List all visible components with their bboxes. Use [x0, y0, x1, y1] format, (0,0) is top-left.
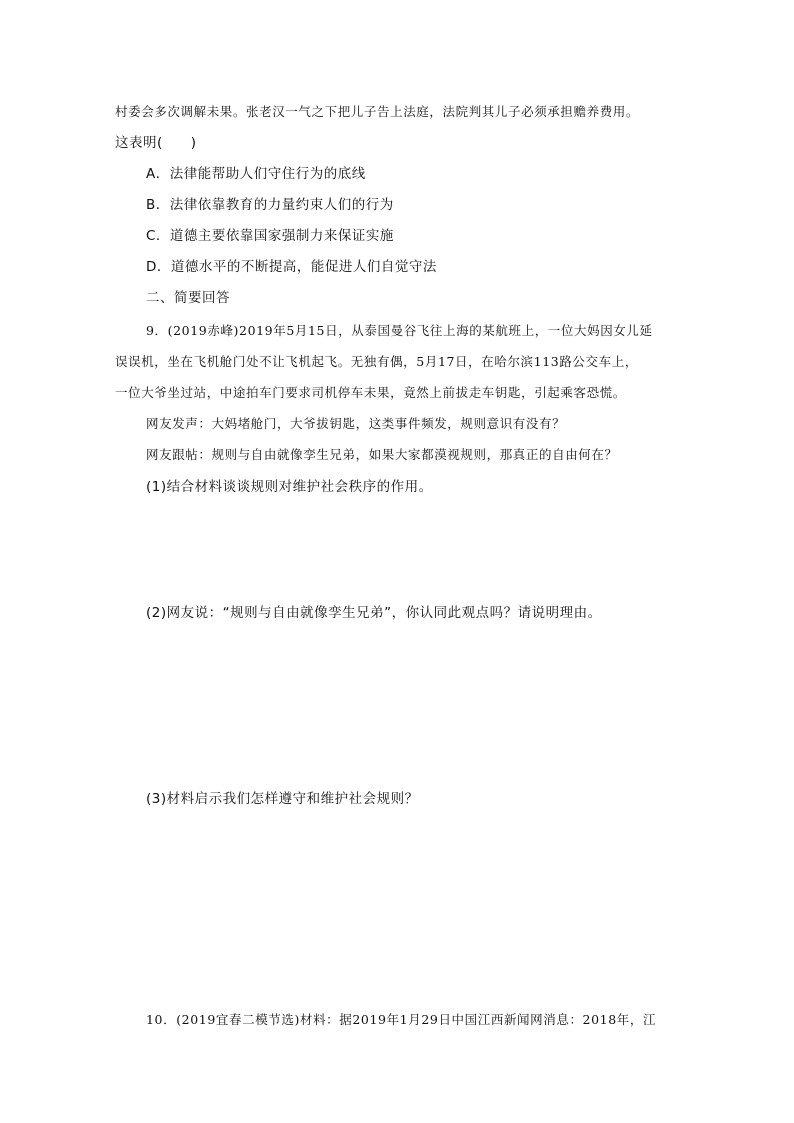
- q9-comment-1: 网友发声：大妈堵舱门，大爷拔钥匙，这类事件频发，规则意识有没有？: [146, 416, 566, 431]
- q9-subquestion-2: (2)网友说：“规则与自由就像孪生兄弟”，你认同此观点吗？请说明理由。: [146, 605, 602, 621]
- q9-subquestion-3: (3)材料启示我们怎样遵守和维护社会规则？: [146, 791, 419, 807]
- q9-comment-2: 网友跟帖：规则与自由就像孪生兄弟，如果大家都漠视规则，那真正的自由何在？: [146, 447, 618, 462]
- option-a: A．法律能帮助人们守住行为的底线: [146, 166, 366, 182]
- option-b: B．法律依靠教育的力量约束人们的行为: [146, 197, 394, 213]
- q9-subquestion-1: (1)结合材料谈谈规则对维护社会秩序的作用。: [146, 479, 433, 495]
- section-title: 二、简要回答: [146, 290, 230, 306]
- option-d: D．道德水平的不断提高，能促进人们自觉守法: [146, 259, 437, 275]
- option-c: C．道德主要依靠国家强制力来保证实施: [146, 228, 394, 244]
- q10-line-1: 10．(2019宜春二模节选)材料：据2019年1月29日中国江西新闻网消息：2018年，江: [146, 1012, 657, 1027]
- question-stem: 这表明( ): [115, 135, 197, 151]
- q9-line-1: 9．(2019赤峰)2019年5月15日，从泰国曼谷飞往上海的某航班上，一位大妈因女儿延: [146, 323, 653, 338]
- q9-line-2: 误误机，坐在飞机舱门处不让飞机起飞。无独有偶，5月17日，在哈尔滨113路公交车上，: [115, 354, 638, 369]
- q9-line-3: 一位大爷坐过站，中途拍车门要求司机停车未果，竟然上前拔走车钥匙，引起乘客恐慌。: [115, 385, 626, 400]
- intro-line-1: 村委会多次调解未果。张老汉一气之下把儿子告上法庭，法院判其儿子必须承担赡养费用。: [115, 104, 640, 119]
